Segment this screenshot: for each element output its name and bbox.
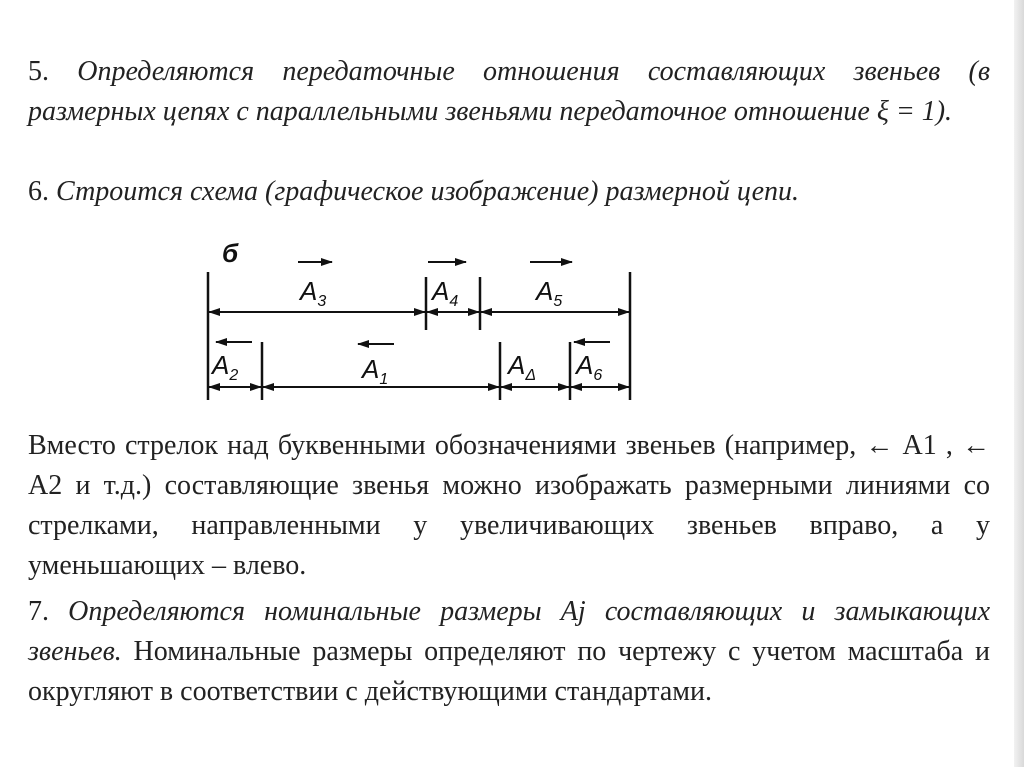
item-7-italic-text: Определяются номинальные размеры Aj составляющих и замыкающих звеньев. bbox=[28, 596, 991, 667]
dimension-chain-diagram bbox=[190, 232, 650, 412]
item-6-paragraph bbox=[28, 172, 990, 212]
diagram-label-b: б bbox=[222, 238, 239, 268]
link-label-a5: $A_5$ bbox=[536, 276, 563, 310]
link-label-a1: $A_1$ bbox=[362, 354, 389, 388]
item-5-paragraph bbox=[28, 52, 990, 132]
slide-edge bbox=[1014, 0, 1024, 767]
item-5-number: 5. bbox=[28, 56, 49, 87]
item-6-number: 6. bbox=[28, 176, 49, 207]
note-paragraph bbox=[28, 426, 990, 586]
link-label-adelta: $A_\Delta$ bbox=[508, 350, 537, 384]
link-labels bbox=[210, 276, 602, 388]
item-7-text: Номинальные размеры определяют по чертежу с учетом масштаба и округляют в соответствии с действующими стандартами. bbox=[28, 636, 990, 707]
item-6-text: Строится схема (графическое изображение) размерной цепи. bbox=[56, 176, 800, 207]
note-text: Вместо стрелок над буквенными обозначениями звеньев (например, ← А1 , ← А2 и т.д.) составляющие звенья можно изображать размерными линиями со стрелками, направленными у увеличивающих звеньев вправо, а у уменьшающих – влево. bbox=[28, 430, 990, 581]
link-label-a2: $A_2$ bbox=[212, 350, 239, 384]
extension-lines bbox=[208, 272, 630, 400]
link-label-a3: $A_3$ bbox=[300, 276, 327, 310]
link-label-a4: $A_4$ bbox=[432, 276, 459, 310]
item-7-number: 7. bbox=[28, 596, 49, 627]
link-label-a6: $A_6$ bbox=[576, 350, 603, 384]
item-5-text: Определяются передаточные отношения составляющих звеньев (в размерных цепях с параллельными звеньями передаточное отношение ξ = 1). bbox=[28, 56, 991, 127]
item-7-paragraph bbox=[28, 592, 990, 712]
